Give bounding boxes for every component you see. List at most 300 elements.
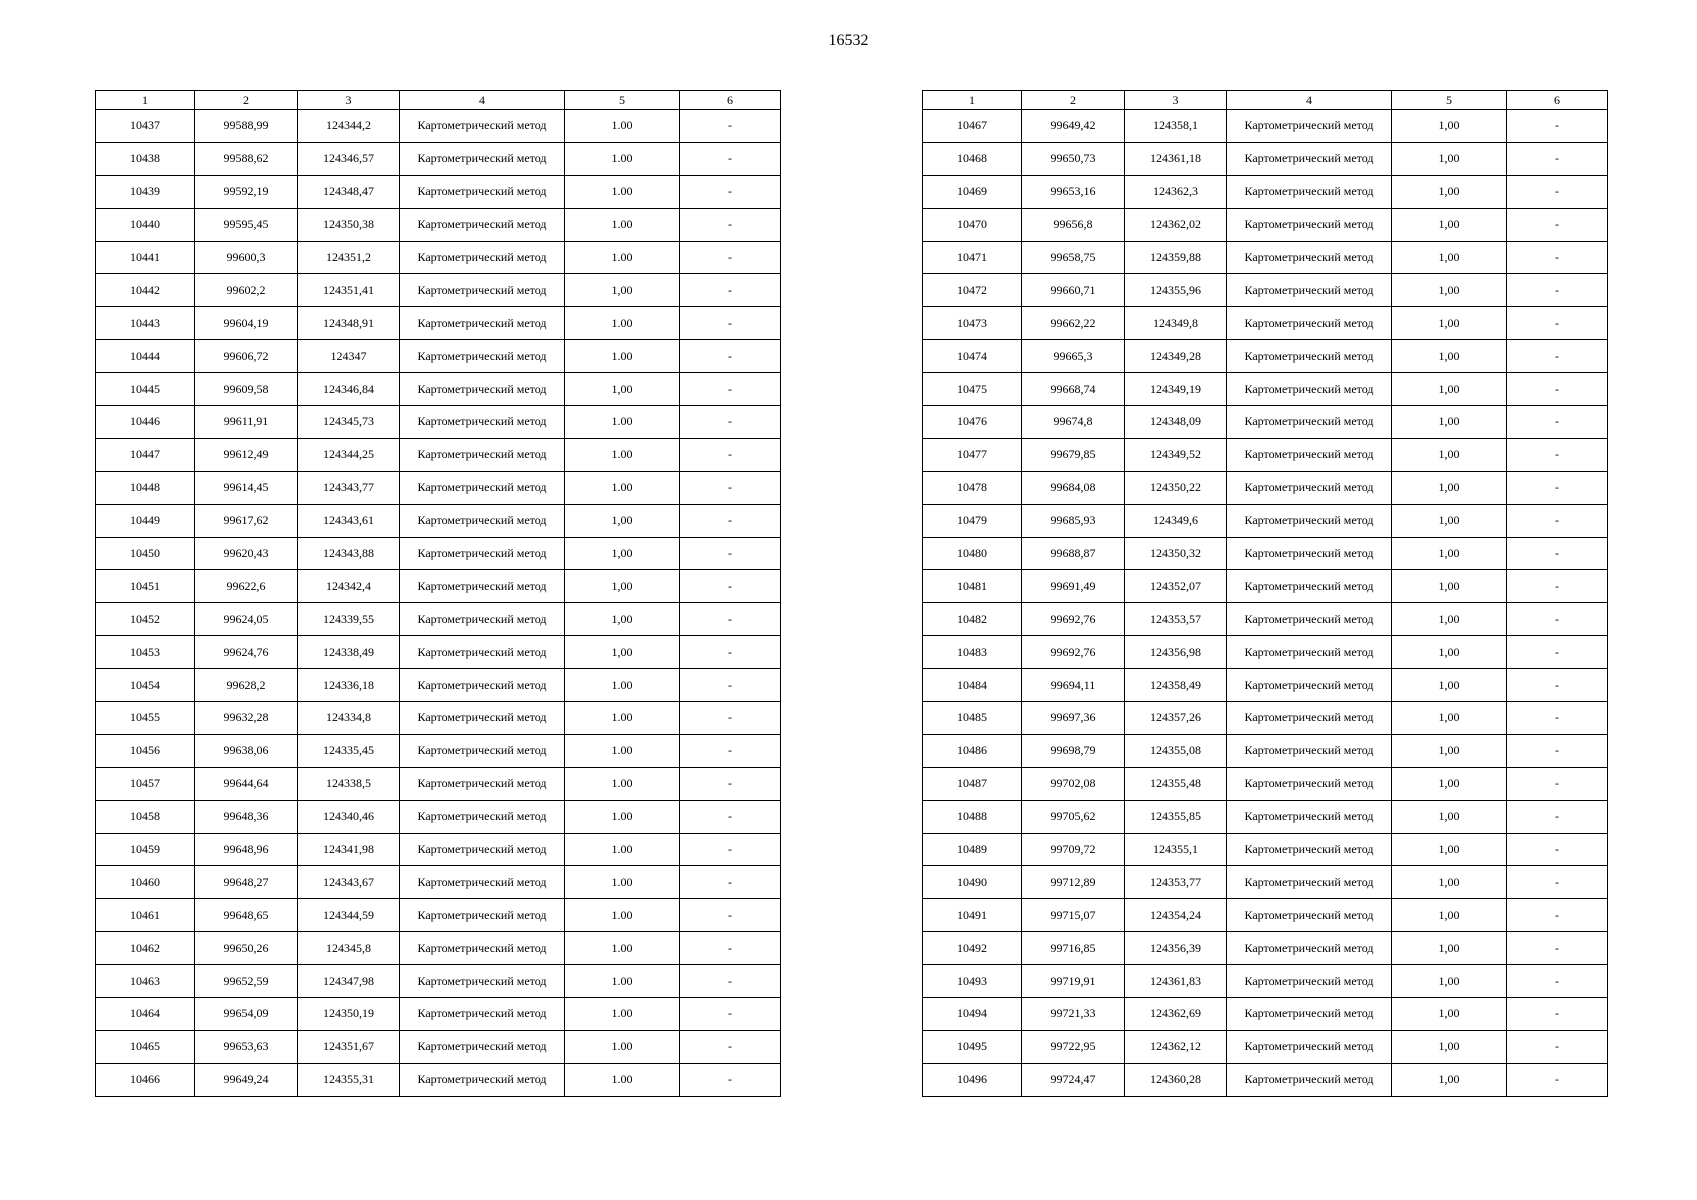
table-cell: 10442	[96, 274, 195, 307]
table-cell: -	[680, 142, 781, 175]
table-cell: 1.00	[565, 208, 680, 241]
table-cell: 99654,09	[195, 998, 298, 1031]
table-cell: 1,00	[565, 570, 680, 603]
table-row	[923, 340, 1608, 373]
table-cell: 99588,62	[195, 142, 298, 175]
table-cell: 10461	[96, 899, 195, 932]
table-row	[923, 504, 1608, 537]
table-row	[923, 734, 1608, 767]
table-cell: 1,00	[1392, 767, 1507, 800]
table-cell: 99609,58	[195, 373, 298, 406]
table-cell: 1,00	[1392, 537, 1507, 570]
table-row	[96, 340, 781, 373]
column-header: 3	[1125, 91, 1227, 110]
table-cell: 99614,45	[195, 471, 298, 504]
table-cell: 99685,93	[1022, 504, 1125, 537]
table-cell: 99658,75	[1022, 241, 1125, 274]
table-row	[923, 833, 1608, 866]
table-cell: 1.00	[565, 669, 680, 702]
table-cell: 10455	[96, 702, 195, 735]
table-cell: -	[680, 471, 781, 504]
table-cell: 1,00	[565, 274, 680, 307]
table-cell: 10444	[96, 340, 195, 373]
table-cell: 124350,32	[1125, 537, 1227, 570]
table-cell: 99724,47	[1022, 1063, 1125, 1096]
table-cell: 10479	[923, 504, 1022, 537]
table-cell: -	[1507, 866, 1608, 899]
table-cell: 10467	[923, 110, 1022, 143]
table-cell: -	[1507, 208, 1608, 241]
table-cell: Картометрический метод	[400, 636, 565, 669]
table-cell: -	[680, 800, 781, 833]
table-row	[923, 537, 1608, 570]
table-cell: 1,00	[1392, 274, 1507, 307]
table-cell: -	[1507, 110, 1608, 143]
table-cell: 1.00	[565, 307, 680, 340]
table-cell: 99588,99	[195, 110, 298, 143]
table-cell: Картометрический метод	[400, 702, 565, 735]
table-cell: 10440	[96, 208, 195, 241]
table-cell: -	[1507, 1063, 1608, 1096]
table-cell: Картометрический метод	[400, 110, 565, 143]
table-cell: -	[1507, 471, 1608, 504]
table-cell: -	[680, 866, 781, 899]
table-cell: 124345,73	[298, 406, 400, 439]
table-cell: 99719,91	[1022, 965, 1125, 998]
table-cell: 99688,87	[1022, 537, 1125, 570]
table-cell: Картометрический метод	[1227, 307, 1392, 340]
table-cell: 99660,71	[1022, 274, 1125, 307]
table-cell: 10464	[96, 998, 195, 1031]
table-cell: 1.00	[565, 998, 680, 1031]
table-cell: 99649,42	[1022, 110, 1125, 143]
table-row	[923, 1063, 1608, 1096]
table-cell: 124346,84	[298, 373, 400, 406]
table-row	[923, 998, 1608, 1031]
table-cell: Картометрический метод	[400, 208, 565, 241]
table-cell: -	[1507, 274, 1608, 307]
table-cell: 99684,08	[1022, 471, 1125, 504]
table-cell: 99611,91	[195, 406, 298, 439]
table-cell: 99628,2	[195, 669, 298, 702]
table-cell: 10441	[96, 241, 195, 274]
table-cell: 124341,98	[298, 833, 400, 866]
table-cell: Картометрический метод	[1227, 767, 1392, 800]
table-cell: 99602,2	[195, 274, 298, 307]
table-cell: 10494	[923, 998, 1022, 1031]
table-cell: 124343,67	[298, 866, 400, 899]
table-cell: -	[1507, 767, 1608, 800]
table-cell: Картометрический метод	[400, 438, 565, 471]
column-header: 4	[400, 91, 565, 110]
table-cell: 1,00	[565, 373, 680, 406]
table-cell: 1.00	[565, 1030, 680, 1063]
table-cell: 10443	[96, 307, 195, 340]
table-row	[96, 307, 781, 340]
table-cell: Картометрический метод	[1227, 110, 1392, 143]
table-cell: 1,00	[1392, 866, 1507, 899]
table-cell: 10477	[923, 438, 1022, 471]
table-cell: 99697,36	[1022, 702, 1125, 735]
table-row	[923, 1030, 1608, 1063]
table-cell: 99648,96	[195, 833, 298, 866]
table-cell: 99595,45	[195, 208, 298, 241]
table-cell: -	[680, 603, 781, 636]
table-cell: 99668,74	[1022, 373, 1125, 406]
table-cell: Картометрический метод	[400, 1063, 565, 1096]
table-cell: 1,00	[1392, 965, 1507, 998]
table-cell: 10449	[96, 504, 195, 537]
table-cell: 10472	[923, 274, 1022, 307]
table-cell: 124360,28	[1125, 1063, 1227, 1096]
table-cell: 99648,65	[195, 899, 298, 932]
table-cell: 124338,49	[298, 636, 400, 669]
table-cell: 99656,8	[1022, 208, 1125, 241]
column-header: 2	[195, 91, 298, 110]
table-cell: -	[680, 636, 781, 669]
table-row	[96, 800, 781, 833]
table-row	[923, 208, 1608, 241]
table-cell: 10450	[96, 537, 195, 570]
table-cell: -	[1507, 965, 1608, 998]
table-cell: 99649,24	[195, 1063, 298, 1096]
table-cell: Картометрический метод	[1227, 866, 1392, 899]
table-cell: 99722,95	[1022, 1030, 1125, 1063]
table-row	[96, 636, 781, 669]
table-cell: -	[1507, 669, 1608, 702]
table-cell: 1,00	[565, 504, 680, 537]
table-cell: 10476	[923, 406, 1022, 439]
table-row	[923, 570, 1608, 603]
table-cell: Картометрический метод	[1227, 899, 1392, 932]
table-row	[96, 142, 781, 175]
table-cell: Картометрический метод	[1227, 274, 1392, 307]
table-cell: 99617,62	[195, 504, 298, 537]
table-row	[923, 307, 1608, 340]
table-cell: Картометрический метод	[1227, 636, 1392, 669]
table-row	[96, 603, 781, 636]
table-cell: 10492	[923, 932, 1022, 965]
table-cell: 1.00	[565, 471, 680, 504]
table-cell: 1,00	[565, 537, 680, 570]
table-cell: 10489	[923, 833, 1022, 866]
table-cell: 10445	[96, 373, 195, 406]
table-cell: 124339,55	[298, 603, 400, 636]
table-row	[923, 800, 1608, 833]
table-cell: 1,00	[1392, 471, 1507, 504]
table-cell: Картометрический метод	[1227, 800, 1392, 833]
table-cell: 10454	[96, 669, 195, 702]
table-cell: 99712,89	[1022, 866, 1125, 899]
table-cell: 1,00	[1392, 800, 1507, 833]
table-cell: 124347	[298, 340, 400, 373]
table-cell: -	[680, 570, 781, 603]
table-row	[96, 241, 781, 274]
table-cell: 99653,63	[195, 1030, 298, 1063]
table-cell: Картометрический метод	[400, 932, 565, 965]
table-cell: 99650,73	[1022, 142, 1125, 175]
table-cell: 1.00	[565, 175, 680, 208]
table-cell: 99662,22	[1022, 307, 1125, 340]
table-cell: Картометрический метод	[400, 767, 565, 800]
table-cell: 10490	[923, 866, 1022, 899]
table-cell: 99600,3	[195, 241, 298, 274]
table-cell: 99604,19	[195, 307, 298, 340]
table-cell: 1.00	[565, 241, 680, 274]
table-cell: 10482	[923, 603, 1022, 636]
table-cell: 10474	[923, 340, 1022, 373]
table-row	[923, 603, 1608, 636]
table-cell: 99674,8	[1022, 406, 1125, 439]
table-row	[96, 998, 781, 1031]
table-cell: Картометрический метод	[1227, 537, 1392, 570]
table-row	[96, 899, 781, 932]
table-row	[96, 175, 781, 208]
table-cell: 124349,19	[1125, 373, 1227, 406]
table-row	[96, 1030, 781, 1063]
table-cell: Картометрический метод	[400, 603, 565, 636]
table-cell: 124348,09	[1125, 406, 1227, 439]
table-cell: -	[680, 537, 781, 570]
table-cell: Картометрический метод	[1227, 175, 1392, 208]
table-cell: 99721,33	[1022, 998, 1125, 1031]
table-row	[96, 438, 781, 471]
table-cell: Картометрический метод	[1227, 471, 1392, 504]
table-cell: 1,00	[1392, 175, 1507, 208]
table-row	[96, 504, 781, 537]
table-cell: 1,00	[1392, 373, 1507, 406]
table-row	[923, 636, 1608, 669]
table-cell: 1.00	[565, 340, 680, 373]
table-cell: -	[1507, 504, 1608, 537]
table-cell: 10466	[96, 1063, 195, 1096]
table-cell: Картометрический метод	[400, 669, 565, 702]
table-cell: 124356,39	[1125, 932, 1227, 965]
table-cell: 1.00	[565, 734, 680, 767]
table-cell: Картометрический метод	[1227, 702, 1392, 735]
table-cell: 124359,88	[1125, 241, 1227, 274]
table-cell: 1,00	[1392, 932, 1507, 965]
table-cell: 99648,27	[195, 866, 298, 899]
table-cell: 10439	[96, 175, 195, 208]
table-cell: 1.00	[565, 965, 680, 998]
table-cell: 99612,49	[195, 438, 298, 471]
table-cell: -	[680, 767, 781, 800]
table-cell: Картометрический метод	[400, 800, 565, 833]
table-cell: 99624,76	[195, 636, 298, 669]
table-cell: 10453	[96, 636, 195, 669]
table-cell: -	[1507, 833, 1608, 866]
table-cell: 1,00	[1392, 833, 1507, 866]
table-row	[96, 932, 781, 965]
table-cell: 10448	[96, 471, 195, 504]
table-cell: 10478	[923, 471, 1022, 504]
table-cell: 99644,64	[195, 767, 298, 800]
table-row	[923, 471, 1608, 504]
table-cell: 124361,18	[1125, 142, 1227, 175]
table-cell: 99716,85	[1022, 932, 1125, 965]
table-cell: 124355,1	[1125, 833, 1227, 866]
table-cell: -	[680, 307, 781, 340]
table-cell: 1,00	[1392, 702, 1507, 735]
table-cell: Картометрический метод	[400, 965, 565, 998]
table-cell: -	[1507, 438, 1608, 471]
table-cell: 99632,28	[195, 702, 298, 735]
table-cell: Картометрический метод	[1227, 734, 1392, 767]
table-cell: 99648,36	[195, 800, 298, 833]
table-cell: 99624,05	[195, 603, 298, 636]
table-row	[923, 932, 1608, 965]
table-row	[923, 899, 1608, 932]
table-row	[923, 438, 1608, 471]
table-cell: -	[680, 340, 781, 373]
table-cell: -	[1507, 603, 1608, 636]
table-cell: 124353,57	[1125, 603, 1227, 636]
table-cell: -	[1507, 636, 1608, 669]
table-cell: 124351,2	[298, 241, 400, 274]
table-cell: 124350,22	[1125, 471, 1227, 504]
table-cell: 1,00	[1392, 504, 1507, 537]
table-cell: 99705,62	[1022, 800, 1125, 833]
table-cell: Картометрический метод	[400, 504, 565, 537]
table-cell: 1.00	[565, 899, 680, 932]
table-cell: 124348,91	[298, 307, 400, 340]
table-cell: 124349,8	[1125, 307, 1227, 340]
table-cell: Картометрический метод	[400, 307, 565, 340]
table-cell: 124362,02	[1125, 208, 1227, 241]
table-row	[923, 406, 1608, 439]
table-cell: 124338,5	[298, 767, 400, 800]
table-cell: -	[1507, 537, 1608, 570]
column-header: 6	[680, 91, 781, 110]
table-cell: -	[680, 110, 781, 143]
table-cell: 10484	[923, 669, 1022, 702]
table-cell: Картометрический метод	[400, 241, 565, 274]
table-cell: 10458	[96, 800, 195, 833]
table-cell: 99620,43	[195, 537, 298, 570]
table-cell: 1,00	[565, 636, 680, 669]
table-cell: 1.00	[565, 833, 680, 866]
coordinates-table-right	[922, 90, 1608, 1097]
table-cell: 10451	[96, 570, 195, 603]
table-cell: 1,00	[1392, 208, 1507, 241]
table-cell: 10491	[923, 899, 1022, 932]
table-cell: Картометрический метод	[1227, 1063, 1392, 1096]
table-cell: -	[1507, 899, 1608, 932]
table-cell: 99692,76	[1022, 636, 1125, 669]
table-cell: -	[680, 998, 781, 1031]
coordinates-table-left	[95, 90, 781, 1097]
column-header: 5	[1392, 91, 1507, 110]
table-cell: 10480	[923, 537, 1022, 570]
table-cell: 1,00	[1392, 899, 1507, 932]
table-cell: -	[680, 241, 781, 274]
table-cell: 1,00	[1392, 142, 1507, 175]
table-row	[96, 734, 781, 767]
table-cell: -	[1507, 734, 1608, 767]
table-cell: -	[1507, 142, 1608, 175]
table-cell: 10437	[96, 110, 195, 143]
table-cell: -	[1507, 570, 1608, 603]
table-row	[96, 833, 781, 866]
table-cell: -	[680, 932, 781, 965]
table-cell: 1.00	[565, 932, 680, 965]
table-cell: 1.00	[565, 866, 680, 899]
table-cell: 10495	[923, 1030, 1022, 1063]
table-cell: 1.00	[565, 702, 680, 735]
table-cell: 124355,31	[298, 1063, 400, 1096]
table-cell: 124358,1	[1125, 110, 1227, 143]
table-cell: 124351,41	[298, 274, 400, 307]
table-row	[96, 570, 781, 603]
table-row	[96, 274, 781, 307]
table-cell: 124362,12	[1125, 1030, 1227, 1063]
table-row	[923, 274, 1608, 307]
table-cell: 1.00	[565, 767, 680, 800]
table-cell: 1.00	[565, 1063, 680, 1096]
table-cell: 124361,83	[1125, 965, 1227, 998]
table-cell: 124335,45	[298, 734, 400, 767]
table-cell: 124350,38	[298, 208, 400, 241]
table-cell: 10496	[923, 1063, 1022, 1096]
table-cell: -	[680, 504, 781, 537]
column-header: 5	[565, 91, 680, 110]
column-header: 6	[1507, 91, 1608, 110]
table-cell: 1,00	[565, 603, 680, 636]
table-cell: 124362,69	[1125, 998, 1227, 1031]
table-cell: 124355,48	[1125, 767, 1227, 800]
column-header: 2	[1022, 91, 1125, 110]
table-cell: 124346,57	[298, 142, 400, 175]
table-cell: 10446	[96, 406, 195, 439]
table-cell: Картометрический метод	[1227, 208, 1392, 241]
table-cell: -	[1507, 241, 1608, 274]
table-row	[96, 965, 781, 998]
table-cell: 124336,18	[298, 669, 400, 702]
table-cell: 1,00	[1392, 669, 1507, 702]
column-header: 3	[298, 91, 400, 110]
table-cell: -	[1507, 175, 1608, 208]
table-cell: 99665,3	[1022, 340, 1125, 373]
table-cell: 10460	[96, 866, 195, 899]
table-cell: 124349,28	[1125, 340, 1227, 373]
table-cell: Картометрический метод	[400, 537, 565, 570]
table-row	[923, 241, 1608, 274]
table-cell: 124344,59	[298, 899, 400, 932]
table-cell: 10459	[96, 833, 195, 866]
table-cell: 99652,59	[195, 965, 298, 998]
table-cell: Картометрический метод	[400, 833, 565, 866]
table-cell: 124344,2	[298, 110, 400, 143]
table-cell: -	[1507, 406, 1608, 439]
table-cell: 1,00	[1392, 340, 1507, 373]
table-cell: -	[680, 438, 781, 471]
table-cell: Картометрический метод	[1227, 373, 1392, 406]
table-cell: 10452	[96, 603, 195, 636]
table-cell: 1,00	[1392, 603, 1507, 636]
table-cell: 10471	[923, 241, 1022, 274]
table-cell: 124343,88	[298, 537, 400, 570]
table-cell: Картометрический метод	[1227, 1030, 1392, 1063]
table-cell: Картометрический метод	[1227, 932, 1392, 965]
table-cell: Картометрический метод	[400, 373, 565, 406]
table-cell: Картометрический метод	[1227, 142, 1392, 175]
table-cell: -	[1507, 307, 1608, 340]
column-header: 1	[96, 91, 195, 110]
table-row	[923, 110, 1608, 143]
table-cell: 10483	[923, 636, 1022, 669]
table-row	[96, 537, 781, 570]
